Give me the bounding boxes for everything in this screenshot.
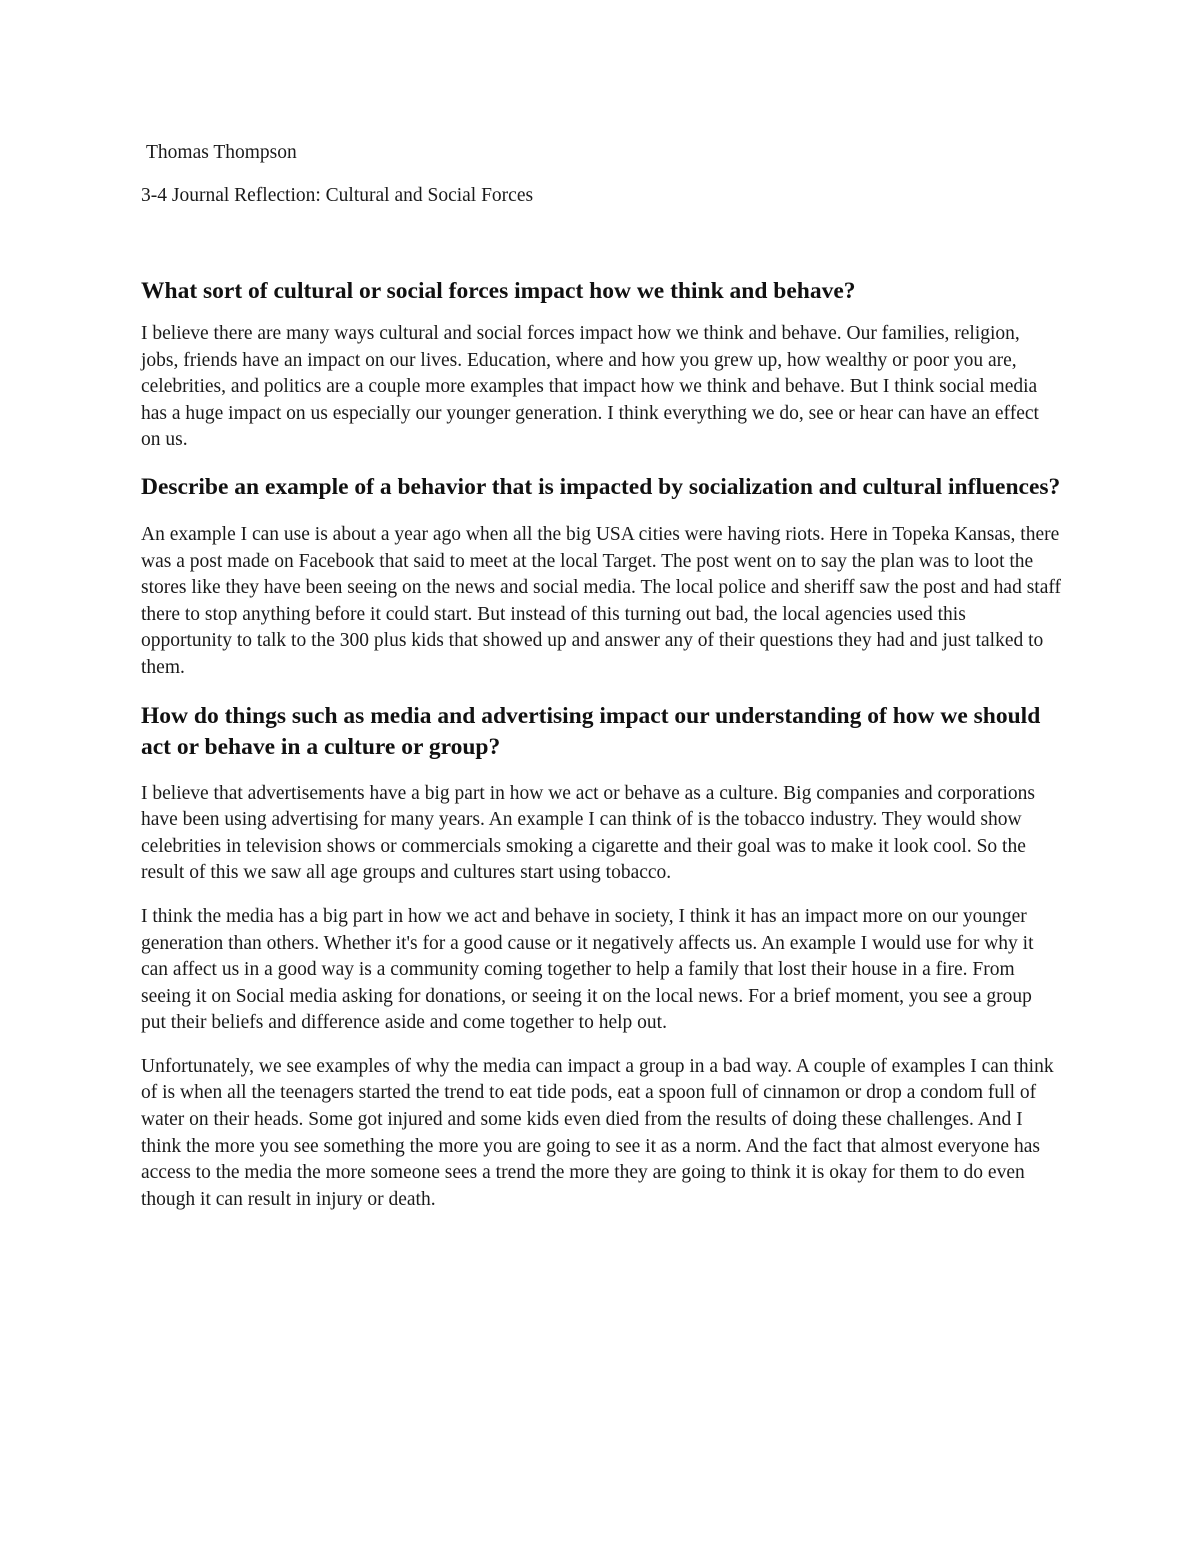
answer-paragraph: I believe that advertisements have a big part in how we act or behave as a culture. Big companies and corporations have been using advertising for many years. An example I can think of is the tobacco industry. They would show celebrities in television shows or commercials smoking a cigarette and their goal was to make it look cool. So the result of this we saw all age groups and cultures start using tobacco. [141, 782, 1035, 884]
question-heading: Describe an example of a behavior that is impacted by socialization and cultural influences? [141, 473, 1061, 500]
section-2 [141, 472, 1061, 682]
answer-paragraph: I believe there are many ways cultural and social forces impact how we think and behave. Our families, religion, jobs, friends have an impact on our lives. Education, where and how you grew up, how wealthy or poor you are, celebrities, and politics are a couple more examples that impact how we think and behave. But I think social media has a huge impact on us especially our younger generation. I think everything we do, see or hear can have an effect on us. [141, 323, 1039, 451]
section-3 [141, 701, 1061, 1214]
question-heading: What sort of cultural or social forces impact how we think and behave? [141, 278, 856, 304]
answer-paragraph: I think the media has a big part in how we act and behave in society, I think it has an impact more on our younger generation than others. Whether it's for a good cause or it negatively affects us. An example I would use for why it can affect us in a good way is a community coming together to help a family that lost their house in a fire. From seeing it on Social media asking for donations, or seeing it on the local news. For a brief moment, you see a group put their beliefs and difference aside and come together to help out. [141, 905, 1034, 1034]
answer-paragraph: Unfortunately, we see examples of why the media can impact a group in a bad way. A couple of examples I can think of is when all the teenagers started the trend to eat tide pods, eat a spoon full of cinnamon or drop a condom full of water on their heads. Some got injured and some kids even died from the results of doing these challenges. And I think the more you see something the more you are going to see it as a norm. And the fact that almost everyone has access to the media the more someone sees a trend the more they are going to think it is okay for them to do even though it can result in injury or death. [141, 1055, 1054, 1210]
document-page [141, 140, 1061, 1213]
section-1 [141, 276, 1061, 454]
answer-paragraph: An example I can use is about a year ago when all the big USA cities were having riots. Here in Topeka Kansas, there was a post made on Facebook that said to meet at the local Target. The post went on to say the plan was to loot the stores like they have been seeing on the news and social media. The local police and sheriff saw the post and had staff there to stop anything before it could start. But instead of this turning out bad, the local agencies used this opportunity to talk to the 300 plus kids that showed up and answer any of their questions they had and just talked to them. [141, 523, 1062, 678]
assignment-title: 3-4 Journal Reflection: Cultural and Social Forces [141, 185, 534, 206]
author-name: Thomas Thompson [146, 142, 297, 163]
question-heading: How do things such as media and advertising impact our understanding of how we should act or behave in a culture or group? [141, 702, 1041, 760]
